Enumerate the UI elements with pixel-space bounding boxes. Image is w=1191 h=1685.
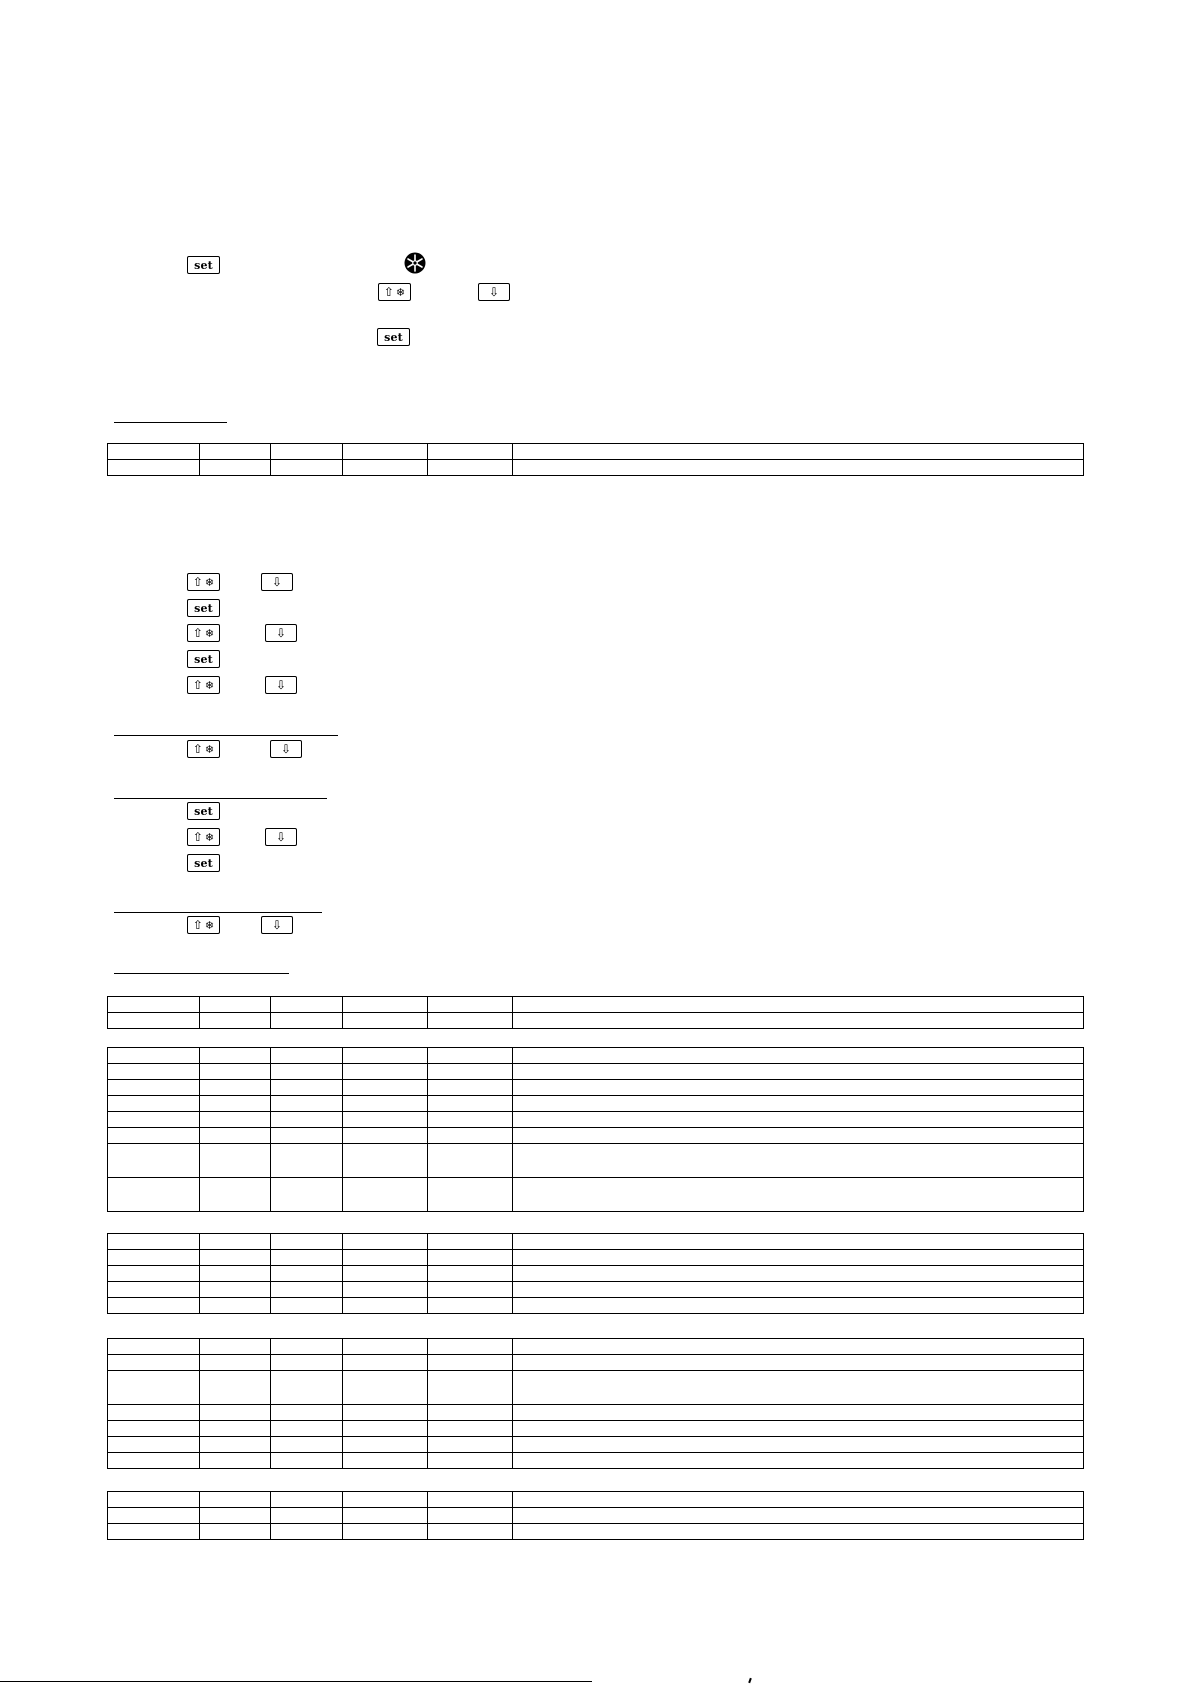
down-key-icon: ⇩	[261, 916, 293, 934]
snowflake-icon	[404, 252, 426, 274]
table-row	[108, 997, 1084, 1013]
table-row	[108, 444, 1084, 460]
table-row	[108, 1355, 1084, 1371]
parameter-table-3	[107, 1047, 1084, 1212]
table-row	[108, 1508, 1084, 1524]
table-row	[108, 460, 1084, 476]
table-row	[108, 1234, 1084, 1250]
table-row	[108, 1048, 1084, 1064]
set-key-icon: set	[187, 854, 220, 872]
set-key-icon: set	[187, 599, 220, 617]
table-row	[108, 1421, 1084, 1437]
up-defrost-key-icon: ⇧ ❄	[187, 624, 220, 642]
table-row	[108, 1282, 1084, 1298]
table-row	[108, 1266, 1084, 1282]
parameter-table-6	[107, 1491, 1084, 1540]
table-row	[108, 1128, 1084, 1144]
down-key-icon: ⇩	[261, 573, 293, 591]
section-underline	[114, 422, 227, 423]
up-defrost-key-icon: ⇧ ❄	[187, 916, 220, 934]
down-key-icon: ⇩	[265, 624, 297, 642]
section-underline	[114, 798, 327, 799]
table-row	[108, 1144, 1084, 1178]
up-defrost-key-icon: ⇧ ❄	[187, 573, 220, 591]
down-key-icon: ⇩	[270, 740, 302, 758]
table-row	[108, 1492, 1084, 1508]
down-key-icon: ⇩	[478, 283, 510, 301]
section-underline	[114, 912, 322, 913]
table-row	[108, 1437, 1084, 1453]
footer-mark	[748, 1678, 752, 1683]
table-row	[108, 1013, 1084, 1029]
set-key-icon: set	[187, 256, 220, 274]
parameter-table-2	[107, 996, 1084, 1029]
table-row	[108, 1064, 1084, 1080]
table-row	[108, 1178, 1084, 1212]
footer-rule	[0, 1681, 592, 1682]
parameter-table-4	[107, 1233, 1084, 1314]
section-underline	[114, 973, 289, 974]
up-defrost-key-icon: ⇧ ❄	[187, 740, 220, 758]
table-row	[108, 1112, 1084, 1128]
table-row	[108, 1339, 1084, 1355]
table-row	[108, 1298, 1084, 1314]
parameter-table-5	[107, 1338, 1084, 1469]
section-underline	[114, 735, 338, 736]
table-row	[108, 1080, 1084, 1096]
table-row	[108, 1453, 1084, 1469]
set-key-icon: set	[187, 650, 220, 668]
table-row	[108, 1371, 1084, 1405]
down-key-icon: ⇩	[265, 828, 297, 846]
set-key-icon: set	[187, 802, 220, 820]
up-defrost-key-icon: ⇧ ❄	[187, 828, 220, 846]
table-row	[108, 1524, 1084, 1540]
down-key-icon: ⇩	[265, 676, 297, 694]
table-row	[108, 1096, 1084, 1112]
set-key-icon: set	[377, 328, 410, 346]
up-defrost-key-icon: ⇧ ❄	[187, 676, 220, 694]
up-defrost-key-icon: ⇧ ❄	[378, 283, 411, 301]
parameter-table-1	[107, 443, 1084, 476]
table-row	[108, 1250, 1084, 1266]
table-row	[108, 1405, 1084, 1421]
